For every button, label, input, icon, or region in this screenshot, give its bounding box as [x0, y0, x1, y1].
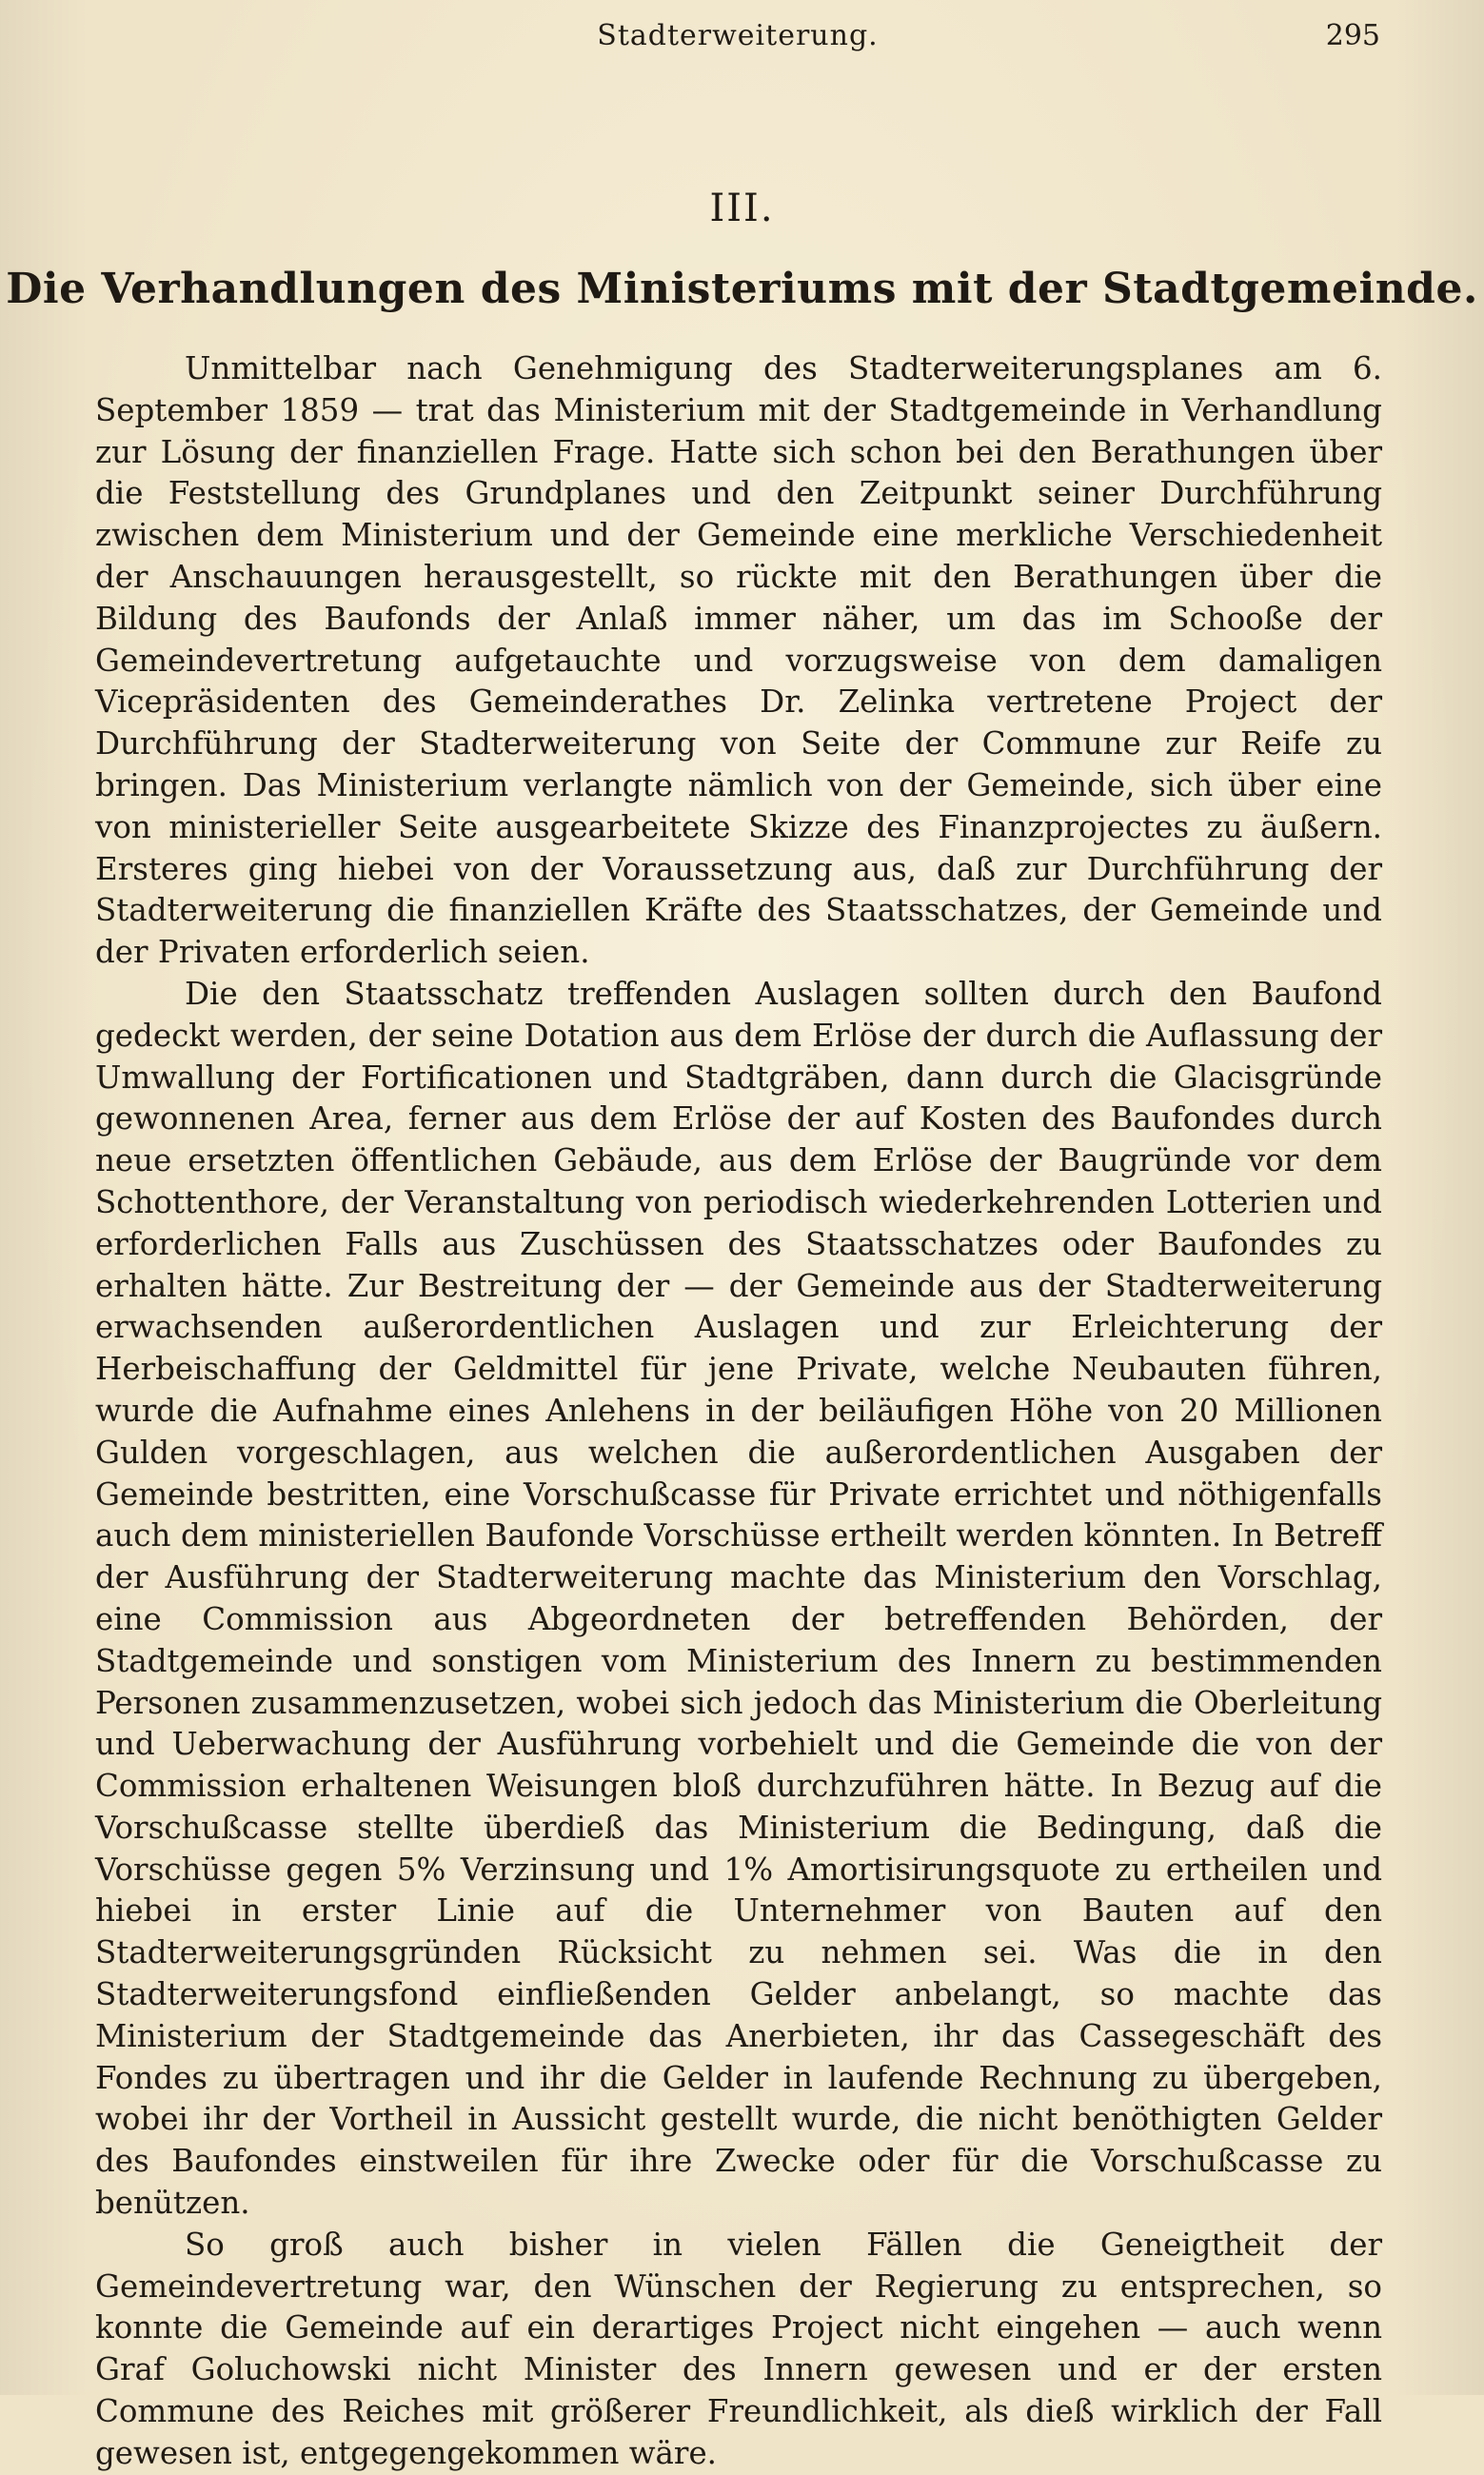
body-text — [95, 348, 1382, 2475]
page-number: 295 — [1325, 19, 1380, 52]
paragraph-3: So groß auch bisher in vielen Fällen die Geneigtheit der Gemeindevertretung war, den Wünschen der Regierung zu entsprechen, so konnte die Gemeinde auf ein derartiges Project nicht eingehen — auch wenn Graf Goluchowski nicht Minister des Innern gewesen und er der ersten Commune des Reiches mit größerer Freundlichkeit, als dieß wirklich der Fall gewesen ist, entgegengekommen wäre. — [95, 2226, 1382, 2471]
paragraph-1: Unmittelbar nach Genehmigung des Stadterweiterungsplanes am 6. September 1859 — trat das Ministerium mit der Stadtgemeinde in Verhandlung zur Lösung der finanziellen Frage. Hatte sich schon bei den Berathungen über die Feststellung des Grundplanes und den Zeitpunkt seiner Durchführung zwischen dem Ministerium und der Gemeinde eine merkliche Verschiedenheit der Anschauungen herausgestellt, so rückte mit den Berathungen über die Bildung des Baufonds der Anlaß immer näher, um das im Schooße der Gemeindevertretung aufgetauchte und vorzugsweise von dem damaligen Vicepräsidenten des Gemeinderathes Dr. Zelinka vertretene Project der Durchführung der Stadterweiterung von Seite der Commune zur Reife zu bringen. Das Ministerium verlangte nämlich von der Gemeinde, sich über eine von ministerieller Seite ausgearbeitete Skizze des Finanzprojectes zu äußern. Ersteres ging hiebei von der Voraussetzung aus, daß zur Durchführung der Stadterweiterung die finanziellen Kräfte des Staatsschatzes, der Gemeinde und der Privaten erforderlich seien. — [95, 350, 1382, 971]
chapter-title: Die Verhandlungen des Ministeriums mit der Stadtgemeinde. — [6, 265, 1478, 313]
running-head — [95, 19, 1380, 67]
running-title: Stadterweiterung. — [597, 19, 879, 52]
section-number: III. — [709, 187, 775, 230]
paragraph-2: Die den Staatsschatz treffenden Auslagen sollten durch den Baufond gedeckt werden, der seine Dotation aus dem Erlöse der durch die Auflassung der Umwallung der Fortificationen und Stadtgräben, dann durch die Glacisgründe gewonnenen Area, ferner aus dem Erlöse der auf Kosten des Baufondes durch neue ersetzten öffentlichen Gebäude, aus dem Erlöse der Baugründe vor dem Schottenthore, der Veranstaltung von periodisch wiederkehrenden Lotterien und erforderlichen Falls aus Zuschüssen des Staatsschatzes oder Baufondes zu erhalten hätte. Zur Bestreitung der — der Gemeinde aus der Stadterweiterung erwachsenden außerordentlichen Auslagen und zur Erleichterung der Herbeischaffung der Geldmittel für jene Private, welche Neubauten führen, wurde die Aufnahme eines Anlehens in der beiläufigen Höhe von 20 Millionen Gulden vorgeschlagen, aus welchen die außerordentlichen Ausgaben der Gemeinde bestritten, eine Vorschußcasse für Private errichtet und nöthigenfalls auch dem ministeriellen Baufonde Vorschüsse ertheilt werden könnten. In Betreff der Ausführung der Stadterweiterung machte das Ministerium den Vorschlag, eine Commission aus Abgeordneten der betreffenden Behörden, der Stadtgemeinde und sonstigen vom Ministerium des Innern zu bestimmenden Personen zusammenzusetzen, wobei sich jedoch das Ministerium die Oberleitung und Ueberwachung der Ausführung vorbehielt und die Gemeinde die von der Commission erhaltenen Weisungen bloß durchzuführen hätte. In Bezug auf die Vorschußcasse stellte überdieß das Ministerium die Bedingung, daß die Vorschüsse gegen 5% Verzinsung und 1% Amortisirungsquote zu ertheilen und hiebei in erster Linie auf die Unternehmer von Bauten auf den Stadterweiterungsgründen Rücksicht zu nehmen sei. Was die in den Stadterweiterungsfond einfließenden Gelder anbelangt, so machte das Ministerium der Stadtgemeinde das Anerbieten, ihr das Cassegeschäft des Fondes zu übertragen und ihr die Gelder in laufende Rechnung zu übergeben, wobei ihr der Vortheil in Aussicht gestellt wurde, die nicht benöthigten Gelder des Baufondes einstweilen für ihre Zwecke oder für die Vorschußcasse zu benützen. — [95, 975, 1382, 2222]
